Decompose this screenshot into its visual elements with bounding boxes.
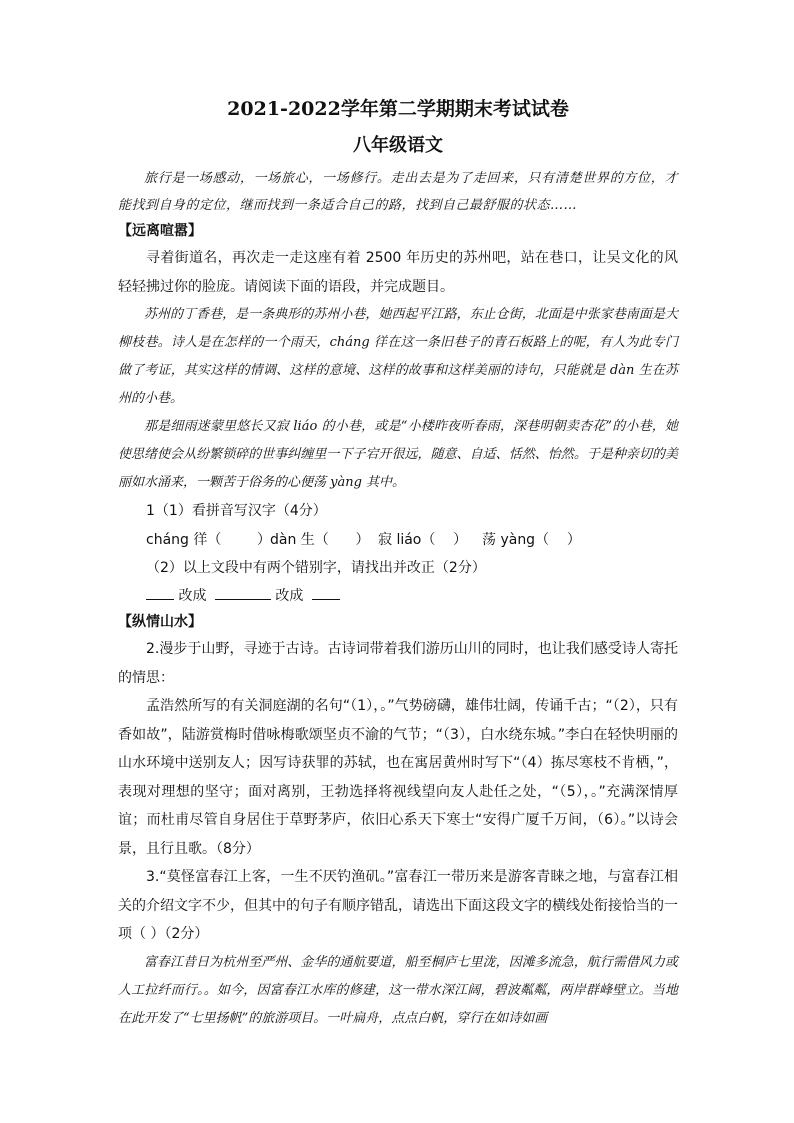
pinyin-item: cháng 徉（ ） bbox=[146, 531, 271, 548]
section-heading-1: 【远离喧嚣】 bbox=[118, 223, 202, 239]
section-heading-2: 【纵情山水】 bbox=[118, 614, 202, 630]
section1-lead: 寻着街道名，再次走一走这座有着 2500 年历史的苏州吧，站在巷口，让吴文化的风轻轻拂过你的脸庞。请阅读下面的语段，并完成题目。 bbox=[118, 250, 678, 295]
question-1-2: （2）以上文段中有两个错别字，请找出并改正（2分） bbox=[146, 559, 486, 576]
question-1-1: 1（1）看拼音写汉字（4分） bbox=[146, 503, 327, 519]
page-subtitle: 八年级语文 bbox=[353, 135, 443, 156]
answer-blank[interactable] bbox=[146, 583, 174, 600]
page-title: 2021-2022学年第二学期期末考试试卷 bbox=[227, 98, 569, 120]
question-2-body: 孟浩然所写的有关洞庭湖的名句“（1），。”气势磅礴，雄伟壮阔，传诵千古；“（2），只有香如故”，陆游赏梅时借咏梅歌颂坚贞不渝的气节；“（3），白水绕东城。”李白在轻快明丽的山水环境中送别友人；因写诗获罪的苏轼，也在寓居黄州时写下“（4）拣尽寒枝不肯栖，”，表现对理想的坚守；面对离别，王勃选择将视线望向友人赴任之处，“（5），。”充满深情厚谊；而杜甫尽管自身居住于草野茅庐，依旧心系天下寒士“安得广厦千万间，（6）。”以诗会景，且行且歌。（8分） bbox=[118, 698, 678, 857]
pinyin-item: 寂 liáo（ ） bbox=[378, 531, 468, 548]
answer-blank[interactable] bbox=[312, 583, 340, 600]
pinyin-row bbox=[118, 526, 678, 554]
pinyin-item: 荡 yàng（ ） bbox=[482, 531, 581, 548]
answer-blank[interactable] bbox=[215, 583, 271, 600]
reading-passage-2: 那是细雨迷蒙里悠长又寂 liáo 的小巷，或是“小楼昨夜听春雨，深巷明朝卖杏花”的小巷，她使思绪使会从纷繁锁碎的世事纠缠里一下子宕开很远，随意、自适、恬然、怡然。于是种亲切的美丽如水涌来，一颗苦于俗务的心便荡 yàng 其中。 bbox=[118, 419, 678, 490]
fill-in-row bbox=[118, 582, 678, 610]
question-2-intro: 2.漫步于山野，寻迹于古诗。古诗词带着我们游历山川的同时，也让我们感受诗人寄托的情思： bbox=[118, 641, 678, 686]
question-3: 3.“莫怪富春江上客，一生不厌钓渔矶。”富春江一带历来是游客青睐之地，与富春江相关的介绍文字不少，但其中的句子有顺序错乱，请选出下面这段文字的横线处衔接恰当的一项（ ）（2分） bbox=[118, 869, 678, 942]
fill-word: 改成 bbox=[178, 588, 207, 604]
reading-passage-1: 苏州的丁香巷，是一条典形的苏州小巷，她西起平江路，东止仓街，北面是中张家巷南面是大柳枝巷。诗人是在怎样的一个雨天，cháng 徉在这一条旧巷子的青石板路上的呢，有人为此专门做了考证，其实这样的情调、这样的意境、这样的故事和这样美丽的诗句，只能就是 dàn 生在苏州的小巷。 bbox=[118, 307, 678, 406]
fill-word: 改成 bbox=[275, 588, 304, 604]
intro-quote: 旅行是一场感动，一场旅心，一场修行。走出去是为了走回来，只有清楚世界的方位，才能找到自身的定位，继而找到一条适合自己的路，找到自己最舒服的状态…… bbox=[118, 171, 678, 213]
question-3-passage: 富春江昔日为杭州至严州、金华的通航要道，船至桐庐七里泷，因滩多流急，航行需借风力或人工拉纤而行。。如今，因富春江水库的修建，这一带水深江阔，碧波粼粼，两岸群峰壁立。当地在此开发了“七里扬帆”的旅游项目。一叶扁舟，点点白帆，穿行在如诗如画 bbox=[118, 954, 678, 1026]
pinyin-item: dàn 生（ ） bbox=[270, 531, 370, 548]
exam-page bbox=[118, 96, 678, 1033]
